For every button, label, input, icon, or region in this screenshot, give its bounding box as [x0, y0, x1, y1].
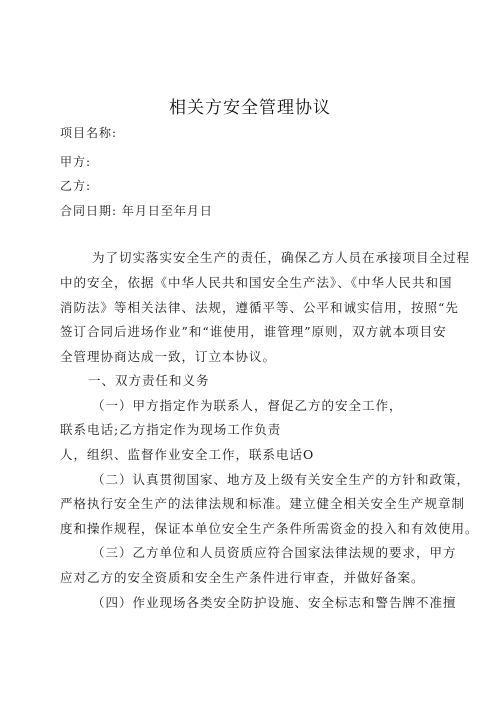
document-title: 相关方安全管理协议 — [169, 98, 331, 118]
clause-3-line-2: 应对乙方的安全资质和安全生产条件进行审查，并做好备案。 — [60, 570, 425, 585]
clause-1-line-2: 联系电话;乙方指定作为现场工作负责 — [60, 422, 282, 437]
body-line-1: 为了切实落实安全生产的责任，确保乙方人员在承接项目全过程 — [92, 250, 471, 265]
clause-2-line-3: 度和操作规程，保证本单位安全生产条件所需资金的投入和有效使用。 — [60, 521, 479, 536]
clause-4-line-1: （四）作业现场各类安全防护设施、安全标志和警告牌不准擅 — [92, 595, 457, 610]
project-name-field: 项目名称: — [60, 126, 118, 140]
section-heading-1: 一、双方责任和义务 — [88, 373, 210, 388]
body-line-4: 签订合同后进场作业”和“谁使用，谁管理”原则，双方就本项目安 — [60, 324, 447, 339]
clause-3-line-1: （三）乙方单位和人员资质应符合国家法律法规的要求，甲方 — [92, 545, 457, 560]
body-line-5: 全管理协商达成一致，订立本协议。 — [60, 349, 277, 364]
party-b-field: 乙方: — [60, 179, 92, 193]
clause-1-line-1: （一）甲方指定作为联系人，督促乙方的安全工作， — [92, 398, 403, 413]
body-line-2: 中的安全，依据《中华人民共和国安全生产法》、《中华人民共和国 — [60, 275, 453, 290]
party-a-field: 甲方: — [60, 155, 92, 169]
clause-2-line-2: 严格执行安全生产的法律法规和标准。建立健全相关安全生产规章制 — [60, 496, 466, 511]
body-line-3: 消防法》等相关法律、法规，遵循平等、公平和诚实信用，按照“先 — [60, 300, 459, 315]
clause-1-line-3: 人，组织、监督作业安全工作，联系电话O — [60, 447, 315, 462]
contract-date-field: 合同日期: 年月日至年月日 — [60, 204, 213, 218]
clause-2-line-1: （二）认真贯彻国家、地方及上级有关安全生产的方针和政策， — [92, 472, 471, 487]
